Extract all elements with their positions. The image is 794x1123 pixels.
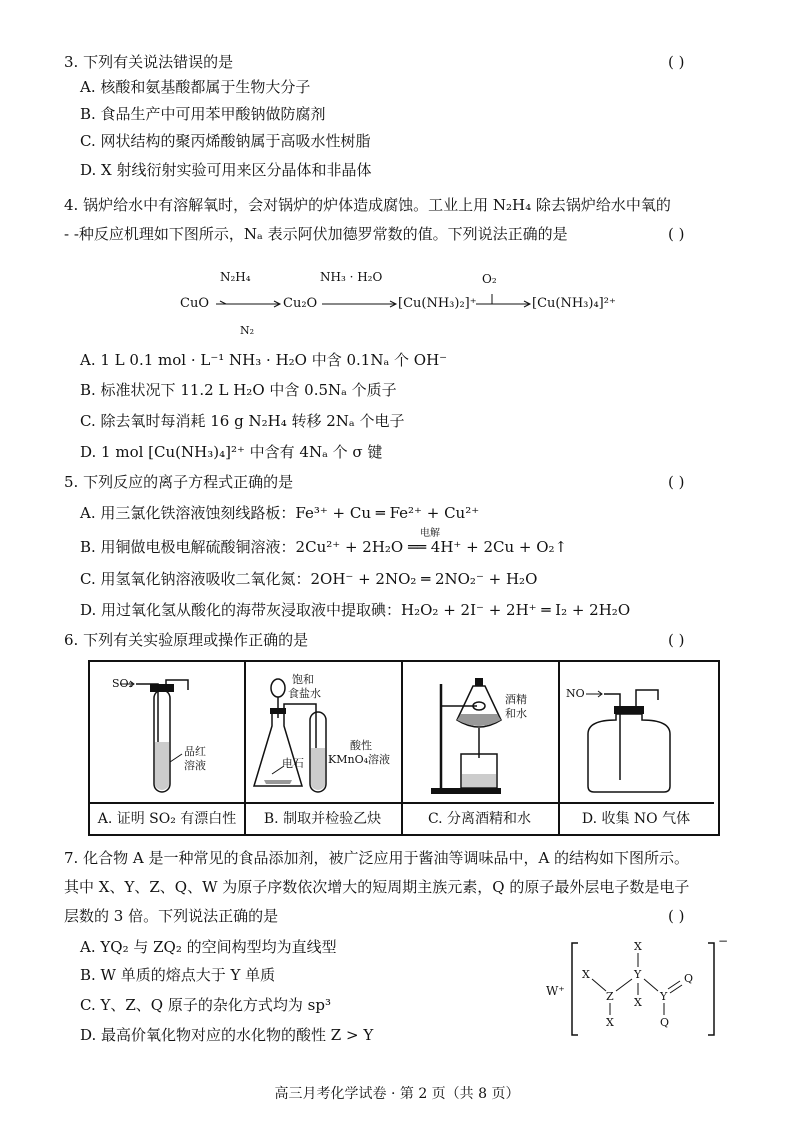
struct-cation-w: W⁺	[546, 984, 565, 998]
label-jiujing: 酒精	[505, 693, 527, 706]
q4-option-d: D. 1 mol [Cu(NH₃)₄]²⁺ 中含有 4Nₐ 个 σ 键	[80, 443, 383, 461]
struct-atom-q-single: Q	[660, 1016, 670, 1029]
scheme-cuo: CuO	[180, 296, 209, 311]
q6-panel-a	[90, 662, 246, 834]
struct-atom-q-double: Q	[684, 972, 694, 985]
q3-option-a: A. 核酸和氨基酸都属于生物大分子	[80, 78, 311, 96]
q7-stem-line3: 层数的 3 倍。下列说法正确的是	[64, 907, 279, 925]
q3-option-d: D. X 射线衍射实验可用来区分晶体和非晶体	[80, 161, 372, 179]
q4-option-a: A. 1 L 0.1 mol · L⁻¹ NH₃ · H₂O 中含 0.1Nₐ 个 OH⁻	[80, 351, 448, 369]
struct-atom-y-center: Y	[634, 968, 642, 981]
struct-atom-x-top: X	[634, 940, 642, 953]
q5-stem: 5. 下列反应的离子方程式正确的是	[64, 473, 294, 491]
label-baohe: 饱和	[292, 673, 314, 686]
q4-stem-line1: 4. 锅炉给水中有溶解氧时，会对锅炉的炉体造成腐蚀。工业上用 N₂H₄ 除去锅炉给水中氧的	[64, 196, 671, 214]
gas-bottle-apparatus	[558, 662, 714, 804]
q3-answer-paren[interactable]: ( )	[668, 53, 685, 71]
q7-answer-paren[interactable]: ( )	[668, 907, 685, 925]
scheme-reagent-nh3h2o: NH₃ · H₂O	[320, 270, 383, 284]
caption-c: C. 分离酒精和水	[401, 802, 558, 834]
q5-option-a: A. 用三氯化铁溶液蚀刻线路板：Fe³⁺ + Cu ═ Fe²⁺ + Cu²⁺	[80, 504, 480, 522]
page-footer: 高三月考化学试卷 · 第 2 页（共 8 页）	[274, 1086, 520, 1102]
q7-stem-line1: 7. 化合物 A 是一种常见的食品添加剂，被广泛应用于酱油等调味品中，A 的结构如下图所示。	[64, 849, 690, 867]
q5-electrolysis-label: 电解	[420, 528, 440, 539]
scheme-reagent-o2: O₂	[482, 272, 497, 286]
q4-answer-paren[interactable]: ( )	[668, 225, 685, 243]
struct-atom-x-left: X	[582, 968, 590, 981]
scheme-reagent-n2h4: N₂H₄	[220, 270, 251, 284]
scheme-cu2o: Cu₂O	[283, 296, 318, 311]
q5-option-b: B. 用铜做电极电解硫酸铜溶液：2Cu²⁺ + 2H₂O ══ 4H⁺ + 2Cu + O₂↑	[80, 538, 568, 556]
caption-a: A. 证明 SO₂ 有漂白性	[90, 802, 244, 834]
scheme-byproduct-n2: N₂	[240, 324, 255, 337]
label-so2: SO₂	[112, 677, 133, 690]
q7-structure-diagram	[540, 935, 740, 1045]
scheme-complex-1: [Cu(NH₃)₂]⁺	[398, 296, 477, 311]
q7-option-b: B. W 单质的熔点大于 Y 单质	[80, 966, 276, 984]
q7-option-d: D. 最高价氧化物对应的水化物的酸性 Z > Y	[80, 1026, 374, 1044]
label-kmno4: KMnO₄溶液	[328, 753, 390, 766]
q4-option-c: C. 除去氧时每消耗 16 g N₂H₄ 转移 2Nₐ 个电子	[80, 412, 405, 430]
caption-b: B. 制取并检验乙炔	[244, 802, 401, 834]
label-dianshi: 电石	[282, 757, 304, 770]
q6-stem: 6. 下列有关实验原理或操作正确的是	[64, 631, 309, 649]
label-suanxing: 酸性	[350, 739, 372, 752]
label-shiyanshui: 食盐水	[288, 687, 321, 700]
q6-panel-b	[244, 662, 403, 834]
label-heshui: 和水	[505, 707, 527, 720]
struct-atom-x-bottom: X	[606, 1016, 614, 1029]
q7-stem-line2: 其中 X、Y、Z、Q、W 为原子序数依次增大的短周期主族元素，Q 的原子最外层电子数是电子	[64, 878, 690, 896]
q4-reaction-scheme	[180, 262, 740, 342]
q6-panel-d	[558, 662, 714, 834]
separatory-funnel-apparatus	[401, 662, 558, 804]
struct-atom-x-mid: X	[634, 996, 642, 1009]
scheme-complex-2: [Cu(NH₃)₄]²⁺	[532, 296, 616, 311]
q6-panel-c	[401, 662, 560, 834]
q4-stem-line2: - -种反应机理如下图所示，Nₐ 表示阿伏加德罗常数的值。下列说法正确的是	[64, 225, 568, 243]
struct-charge: −	[718, 934, 729, 948]
q7-option-c: C. Y、Z、Q 原子的杂化方式均为 sp³	[80, 996, 331, 1014]
q3-stem: 3. 下列有关说法错误的是	[64, 53, 234, 71]
q4-option-b: B. 标准状况下 11.2 L H₂O 中含 0.5Nₐ 个质子	[80, 381, 397, 399]
struct-atom-z: Z	[606, 990, 614, 1003]
caption-d: D. 收集 NO 气体	[558, 802, 714, 834]
q3-option-c: C. 网状结构的聚丙烯酸钠属于高吸水性树脂	[80, 132, 371, 150]
label-no: NO	[566, 687, 585, 700]
label-pinhong: 品红	[184, 745, 206, 758]
label-rongye: 溶液	[184, 759, 206, 772]
q5-option-c: C. 用氢氧化钠溶液吸收二氧化氮：2OH⁻ + 2NO₂ ═ 2NO₂⁻ + H₂O	[80, 570, 538, 588]
q6-apparatus-table	[88, 660, 720, 836]
q5-answer-paren[interactable]: ( )	[668, 473, 685, 491]
q7-option-a: A. YQ₂ 与 ZQ₂ 的空间构型均为直线型	[80, 938, 337, 956]
q6-answer-paren[interactable]: ( )	[668, 631, 685, 649]
flask-apparatus	[244, 662, 401, 804]
q3-option-b: B. 食品生产中可用苯甲酸钠做防腐剂	[80, 105, 326, 123]
q5-option-d: D. 用过氧化氢从酸化的海带灰浸取液中提取碘：H₂O₂ + 2I⁻ + 2H⁺ ═ I₂ + 2H₂O	[80, 601, 631, 619]
struct-atom-y-right: Y	[660, 990, 668, 1003]
